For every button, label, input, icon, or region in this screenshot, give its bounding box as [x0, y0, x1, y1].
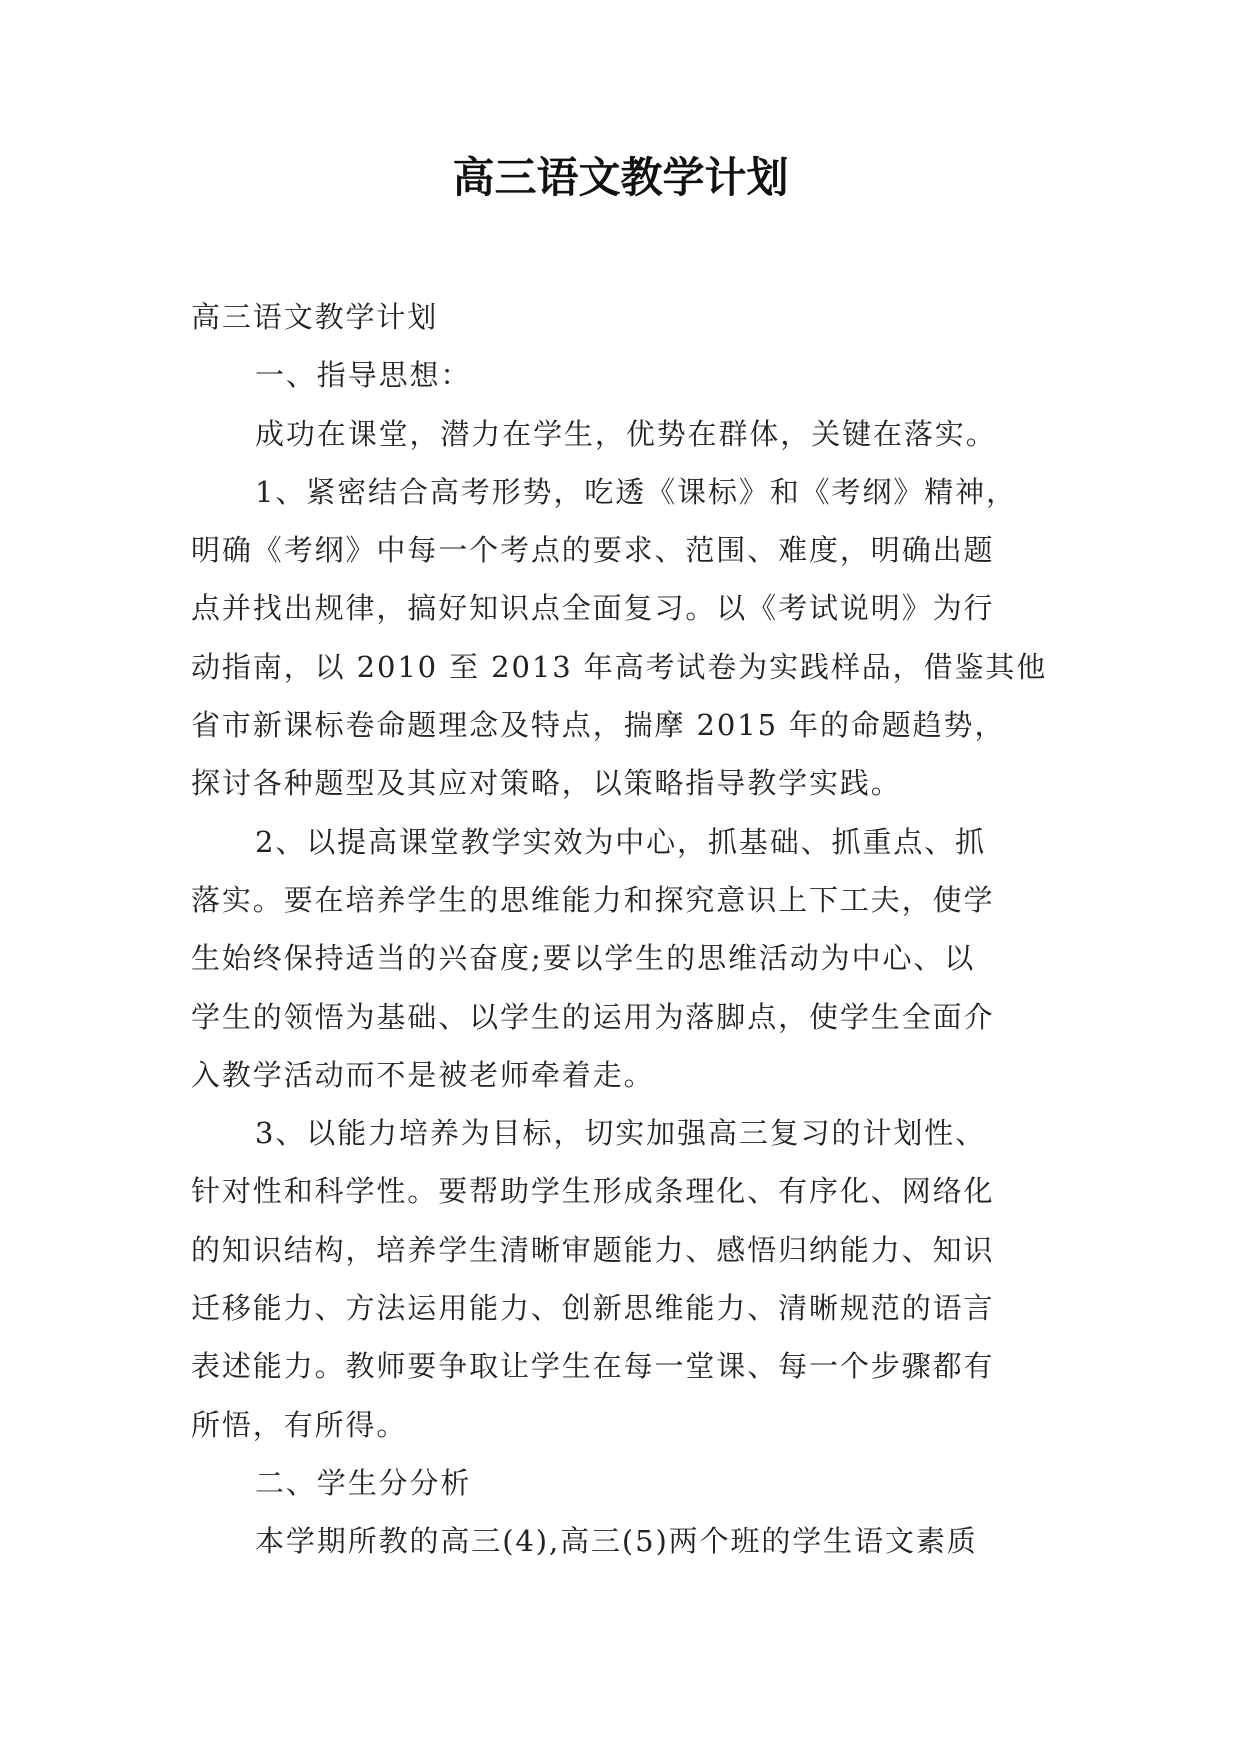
body-line: 动指南，以 2010 至 2013 年高考试卷为实践样品，借鉴其他 — [191, 649, 1048, 684]
body-line: 3、以能力培养为目标，切实加强高三复习的计划性、 — [255, 1116, 987, 1151]
body-line: 表述能力。教师要争取让学生在每一堂课、每一个步骤都有 — [191, 1349, 995, 1384]
document-body — [191, 288, 1047, 1571]
body-line: 所悟，有所得。 — [191, 1407, 408, 1442]
body-line: 针对性和科学性。要帮助学生形成条理化、有序化、网络化 — [191, 1174, 995, 1209]
section-heading: 二、学生分分析 — [255, 1465, 472, 1500]
body-line: 迁移能力、方法运用能力、创新思维能力、清晰规范的语言 — [191, 1291, 995, 1326]
body-line: 高三语文教学计划 — [191, 300, 439, 334]
body-line: 明确《考纲》中每一个考点的要求、范围、难度，明确出题 — [191, 533, 995, 568]
body-line: 成功在课堂，潜力在学生，优势在群体，关键在落实。 — [255, 416, 997, 451]
body-line: 点并找出规律，搞好知识点全面复习。以《考试说明》为行 — [191, 591, 995, 626]
body-line: 的知识结构，培养学生清晰审题能力、感悟归纳能力、知识 — [191, 1232, 995, 1267]
section-heading: 一、指导思想： — [255, 358, 472, 393]
body-line: 1、紧密结合高考形势，吃透《课标》和《考纲》精神， — [255, 474, 1017, 509]
document-title: 高三语文教学计划 — [452, 153, 789, 202]
body-line: 本学期所教的高三(4),高三(5)两个班的学生语文素质 — [255, 1524, 978, 1559]
body-line: 省市新课标卷命题理念及特点，揣摩 2015 年的命题趋势， — [191, 708, 1006, 743]
body-line: 落实。要在培养学生的思维能力和探究意识上下工夫，使学 — [191, 882, 995, 917]
body-line: 2、以提高课堂教学实效为中心，抓基础、抓重点、抓 — [255, 824, 987, 859]
body-line: 探讨各种题型及其应对策略，以策略指导教学实践。 — [191, 766, 902, 801]
body-line: 生始终保持适当的兴奋度;要以学生的思维活动为中心、以 — [191, 941, 976, 976]
body-line: 学生的领悟为基础、以学生的运用为落脚点，使学生全面介 — [191, 999, 995, 1034]
body-line: 入教学活动而不是被老师牵着走。 — [191, 1057, 655, 1092]
